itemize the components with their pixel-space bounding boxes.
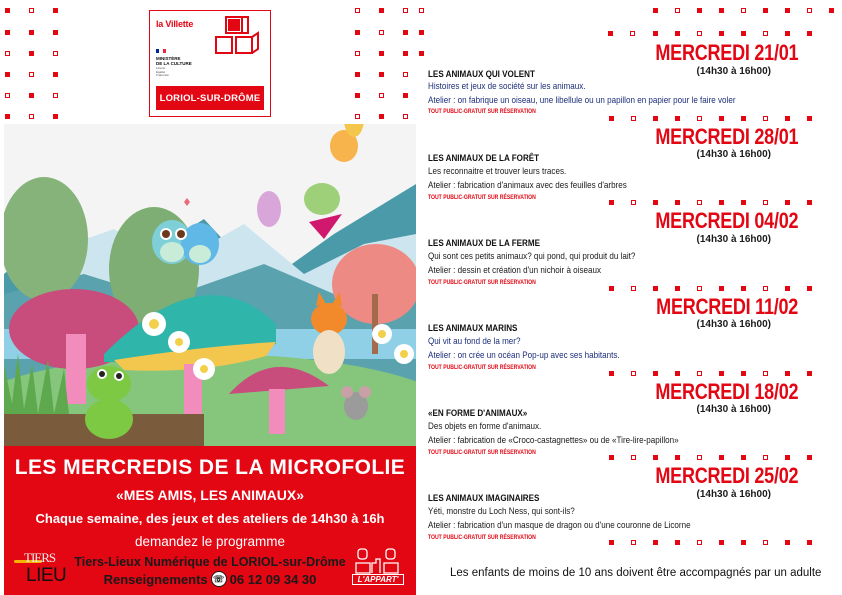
event-banner [4,446,416,595]
info-label: Renseignements [103,571,208,587]
cubes-icon [214,15,262,61]
republic-motto: Liberté Égalité Fraternité [156,66,169,77]
left-panel [4,0,416,595]
age-notice: Les enfants de moins de 10 ans doivent être accompagnés par un adulte [450,567,822,579]
phone-number[interactable]: 06 12 09 34 30 [229,571,317,587]
session-note: TOUT PUBLIC-GRATUIT SUR RÉSERVATION [428,535,536,541]
session-title: LES ANIMAUX IMAGINAIRES [428,493,540,504]
session-description: Histoires et jeux de société sur les animaux. [428,81,586,92]
session-note: TOUT PUBLIC-GRATUIT SUR RÉSERVATION [428,109,536,115]
session-atelier: Atelier : on fabrique un oiseau, une libellule ou un papillon en papier pour le faire voler [428,95,736,106]
session-title: «EN FORME D'ANIMAUX» [428,408,528,419]
session-atelier: Atelier : fabrication d'un masque de dragon ou d'une couronne de Licorne [428,520,691,531]
session-date: MERCREDI 18/02 [655,379,798,404]
session-time: (14h30 à 16h00) [696,489,771,500]
session-title: LES ANIMAUX MARINS [428,323,518,334]
session-title: LES ANIMAUX QUI VOLENT [428,69,535,80]
session-title: LES ANIMAUX DE LA FERME [428,238,541,249]
banner-schedule: Chaque semaine, des jeux et des ateliers de 14h30 à 16h [35,511,385,526]
session-date: MERCREDI 11/02 [656,294,798,319]
session-note: TOUT PUBLIC-GRATUIT SUR RÉSERVATION [428,195,536,201]
la-villette-logo [149,10,271,117]
session-time: (14h30 à 16h00) [696,404,771,415]
banner-programme: demandez le programme [134,534,286,549]
session-atelier: Atelier : dessin et création d'un nichoir à oiseaux [428,265,602,276]
session-time: (14h30 à 16h00) [696,319,771,330]
session-description: Des objets en forme d'animaux. [428,421,542,432]
session-time: (14h30 à 16h00) [696,149,771,160]
french-flag-icon [156,49,166,53]
session-description: Les reconnaitre et trouver leurs traces. [428,166,567,177]
session-atelier: Atelier : fabrication de «Croco-castagnettes» ou de «Tire-lire-papillon» [428,435,679,446]
session-date: MERCREDI 21/01 [655,40,798,65]
session-note: TOUT PUBLIC-GRATUIT SUR RÉSERVATION [428,450,536,456]
session-date: MERCREDI 28/01 [655,124,798,149]
session-date: MERCREDI 25/02 [655,463,798,488]
session-note: TOUT PUBLIC-GRATUIT SUR RÉSERVATION [428,365,536,371]
illustration [4,124,416,446]
session-note: TOUT PUBLIC-GRATUIT SUR RÉSERVATION [428,280,536,286]
figures-icon [352,547,404,577]
banner-title: LES MERCREDIS DE LA MICROFOLIE [14,456,406,479]
lappart-logo: L'APPART' [352,547,404,591]
session-description: Qui vit au fond de la mer? [428,336,521,347]
session-description: Yéti, monstre du Loch Ness, qui sont-ils? [428,506,575,517]
session-title: LES ANIMAUX DE LA FORÊT [428,153,540,164]
villette-brand: la Villette [156,19,194,29]
phone-icon: ☏ [211,571,227,587]
tiers-lieu-logo: TIERS LIEU [14,550,66,588]
forest-scene-illustration [4,124,416,446]
session-description: Qui sont ces petits animaux? qui pond, qui produit du lait? [428,251,636,262]
session-atelier: Atelier : on crée un océan Pop-up avec ses habitants. [428,350,620,361]
city-label: LORIOL-SUR-DRÔME [156,86,264,110]
session-atelier: Atelier : fabrication d'animaux avec des feuilles d'arbres [428,180,627,191]
session-date: MERCREDI 04/02 [655,208,798,233]
session-time: (14h30 à 16h00) [696,234,771,245]
banner-organizer: Tiers-Lieux Numérique de LORIOL-sur-Drôme [74,555,346,569]
banner-subtitle: «MES AMIS, LES ANIMAUX» [116,487,304,503]
ministry-label: MINISTÈRE DE LA CULTURE [156,56,192,66]
session-time: (14h30 à 16h00) [696,66,771,77]
